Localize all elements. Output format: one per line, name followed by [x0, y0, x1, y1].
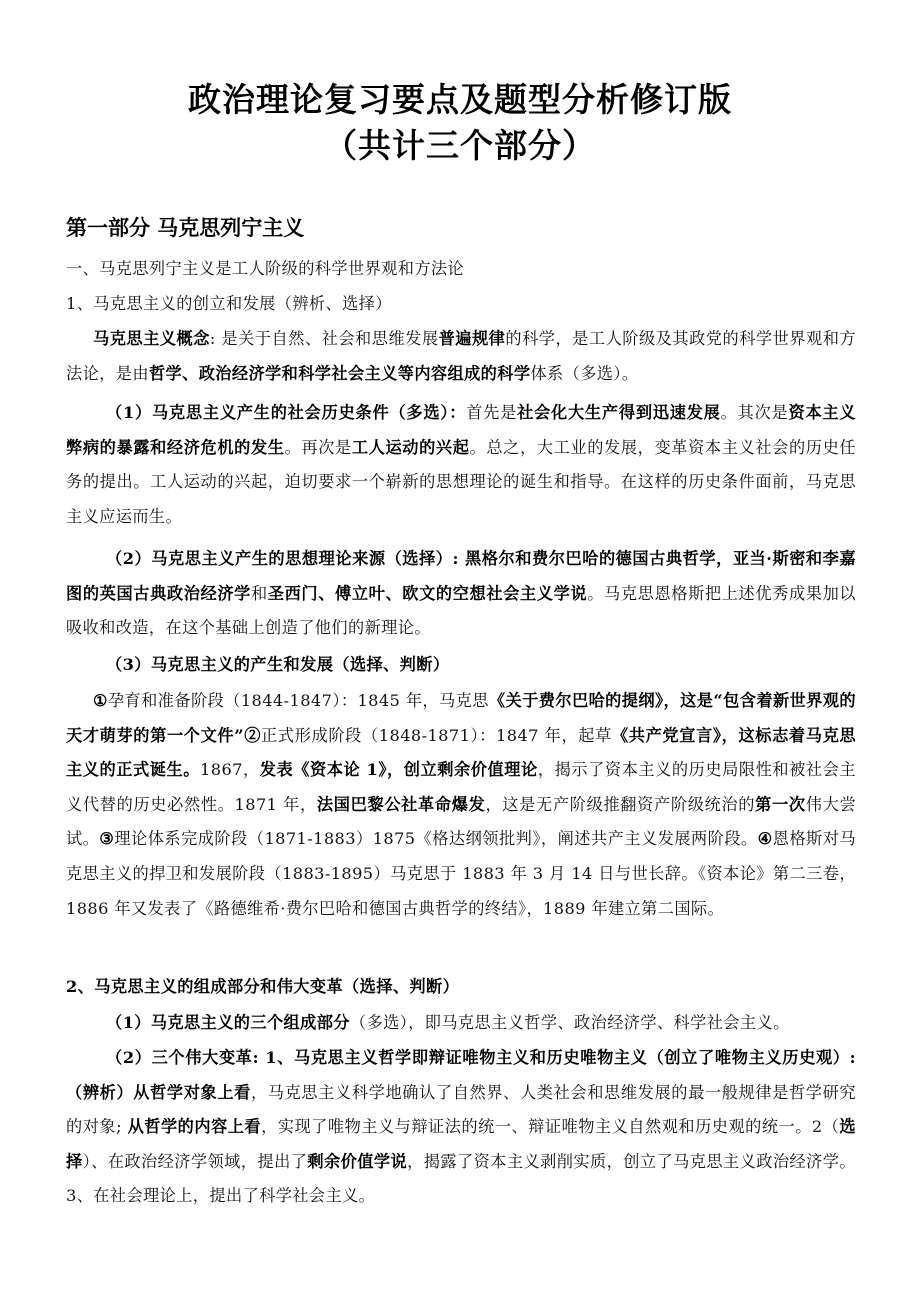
- text-run: 孕育和准备阶段（1844-1847）：1845 年，马克思: [107, 691, 489, 710]
- bold-text-run: 马克思主义概念: [93, 329, 210, 348]
- bold-text-run: 剩余价值学说: [307, 1151, 408, 1171]
- text-run: 一、马克思列宁主义是工人阶级的科学世界观和方法论: [66, 259, 465, 278]
- text-run: 。总之，大工业的发展，变革资本主义社会的历史任务的提出。工人运动的兴起，迫切要求一个崭新的思想理论的诞生和指导。在这样的历史条件面前，马克思主义应运而生。: [66, 437, 857, 526]
- text-run: ，实现了唯物主义与辩证法的统一、辩证唯物主义自然观和历史观的统一。2（: [261, 1117, 840, 1137]
- components-paragraph: [66, 1006, 856, 1041]
- paragraph: [66, 542, 856, 646]
- paragraph: [66, 970, 856, 1005]
- bold-text-run: （1）马克思主义产生的社会历史条件（多选）：: [106, 403, 467, 422]
- text-run: 的科学，是工人阶级及其政党的科学世界观和方法论，是由: [66, 329, 856, 383]
- subsection-heading-1: [66, 287, 856, 322]
- subsection-heading-2: [66, 970, 856, 1005]
- section-heading-1: [66, 252, 856, 287]
- bold-text-run: 选择: [66, 1117, 856, 1171]
- paragraph: [66, 396, 856, 534]
- development-heading: [66, 648, 856, 683]
- document-title: 政治理论复习要点及题型分析修订版: [188, 80, 732, 119]
- text-run: 正式形成阶段（1848-1871）：1847 年，起草: [261, 725, 612, 745]
- text-run: 。其次是: [720, 403, 789, 422]
- paragraph: [66, 684, 856, 926]
- text-run: 。再次是: [284, 437, 352, 457]
- text-run: ，马克思主义科学地确认了自然界、人类社会和思维发展的最一般规律是哲学研究的对象;: [66, 1082, 856, 1137]
- paragraph: [66, 252, 856, 287]
- document-subtitle: （共计三个部分）: [324, 126, 596, 165]
- bold-text-run: 《关于费尔巴哈的提纲》，这是“包含着新世界观的天才萌芽的第一个文件”②: [66, 691, 856, 745]
- text-run: （多选），即马克思主义哲学、政治经济学、科学社会主义。: [349, 1013, 790, 1032]
- bold-text-run: 圣西门、傅立叶、欧文的空想社会主义学说: [267, 583, 588, 603]
- bold-text-run: 《共产党宣言》，这标志着马克思主义的正式诞生。: [66, 725, 856, 780]
- text-run: 和: [250, 583, 268, 603]
- bold-text-run: （2）三个伟大变革: 1、马克思主义哲学即辩证唯物主义和历史唯物主义（创立了唯物主义历史观）:（辨析）从哲学对象上看: [66, 1048, 856, 1102]
- text-run: 理论体系完成阶段（1871-1883）1875《格达纲领批判》，阐述共产主义发展两阶段。: [114, 829, 758, 849]
- text-run: ）、在政治经济学领域，提出了: [82, 1151, 308, 1171]
- text-run: ，这是无产阶级推翻资产阶级统治的: [485, 794, 756, 814]
- bold-text-run: 第一次: [755, 794, 806, 814]
- paragraph: [66, 1041, 856, 1214]
- text-run: 1867，: [200, 760, 260, 780]
- bold-text-run: 哲学、政治经济学和科学社会主义等内容组成的科学: [148, 363, 531, 383]
- text-run: 伟大尝试。: [66, 794, 857, 849]
- bold-text-run: 普遍规律: [438, 329, 506, 348]
- stages-paragraph: [66, 684, 856, 926]
- paragraph: [66, 322, 856, 391]
- bold-text-run: ③: [99, 829, 115, 849]
- bold-text-run: ①: [93, 691, 108, 710]
- text-run: 1、马克思主义的创立和发展（辨析、选择）: [66, 294, 392, 313]
- bold-text-run: 发表《资本论 1》，创立剩余价值理论: [259, 760, 538, 780]
- part-heading: 第一部分 马克思列宁主义: [66, 216, 305, 240]
- text-run: 。马克思恩格斯把上述优秀成果加以吸收和改造，在这个基础上创造了他们的新理论。: [66, 583, 857, 638]
- text-run: 体系（多选）。: [530, 363, 639, 383]
- text-run: 首先是: [466, 403, 518, 422]
- text-run: 恩格斯对马克思主义的捍卫和发展阶段（1883-1895）马克思于 1883 年 3 月 14 日与世长辞。《资本论》第二三卷，1886 年又发表了《路德维希·费尔巴哈和德国古典哲学的终结》，1889 年建立第二国际。: [66, 829, 856, 918]
- concept-paragraph: [66, 322, 856, 391]
- transformations-paragraph: [66, 1041, 856, 1214]
- paragraph: [66, 1006, 856, 1041]
- bold-text-run: （3）马克思主义的产生和发展（选择、判断）: [106, 655, 450, 674]
- conditions-paragraph: [66, 396, 856, 534]
- text-run: ，揭示了资本主义的历史局限性和被社会主义代替的历史必然性。1871 年，: [66, 760, 856, 814]
- bold-text-run: 从哲学的内容上看: [127, 1117, 262, 1137]
- text-run: ，揭露了资本主义剥削实质，创立了马克思主义政治经济学。3、在社会理论上，提出了科学社会主义。: [66, 1151, 856, 1206]
- text-run: : 是关于自然、社会和思维发展: [209, 329, 439, 348]
- bold-text-run: 社会化大生产得到迅速发展: [517, 403, 721, 422]
- bold-text-run: 2、马克思主义的组成部分和伟大变革（选择、判断）: [66, 977, 460, 996]
- bold-text-run: 资本主义弊病的暴露和经济危机的发生: [66, 403, 856, 457]
- bold-text-run: ④: [757, 829, 773, 849]
- bold-text-run: （1）马克思主义的三个组成部分: [106, 1013, 350, 1032]
- paragraph: [66, 648, 856, 683]
- bold-text-run: 工人运动的兴起: [351, 437, 470, 457]
- sources-paragraph: [66, 542, 856, 646]
- paragraph: [66, 287, 856, 322]
- bold-text-run: （2）马克思主义产生的思想理论来源（选择）: 黑格尔和费尔巴哈的德国古典哲学，亚当·斯密和李嘉图的英国古典政治经济学: [66, 549, 856, 603]
- bold-text-run: 法国巴黎公社革命爆发: [316, 794, 486, 814]
